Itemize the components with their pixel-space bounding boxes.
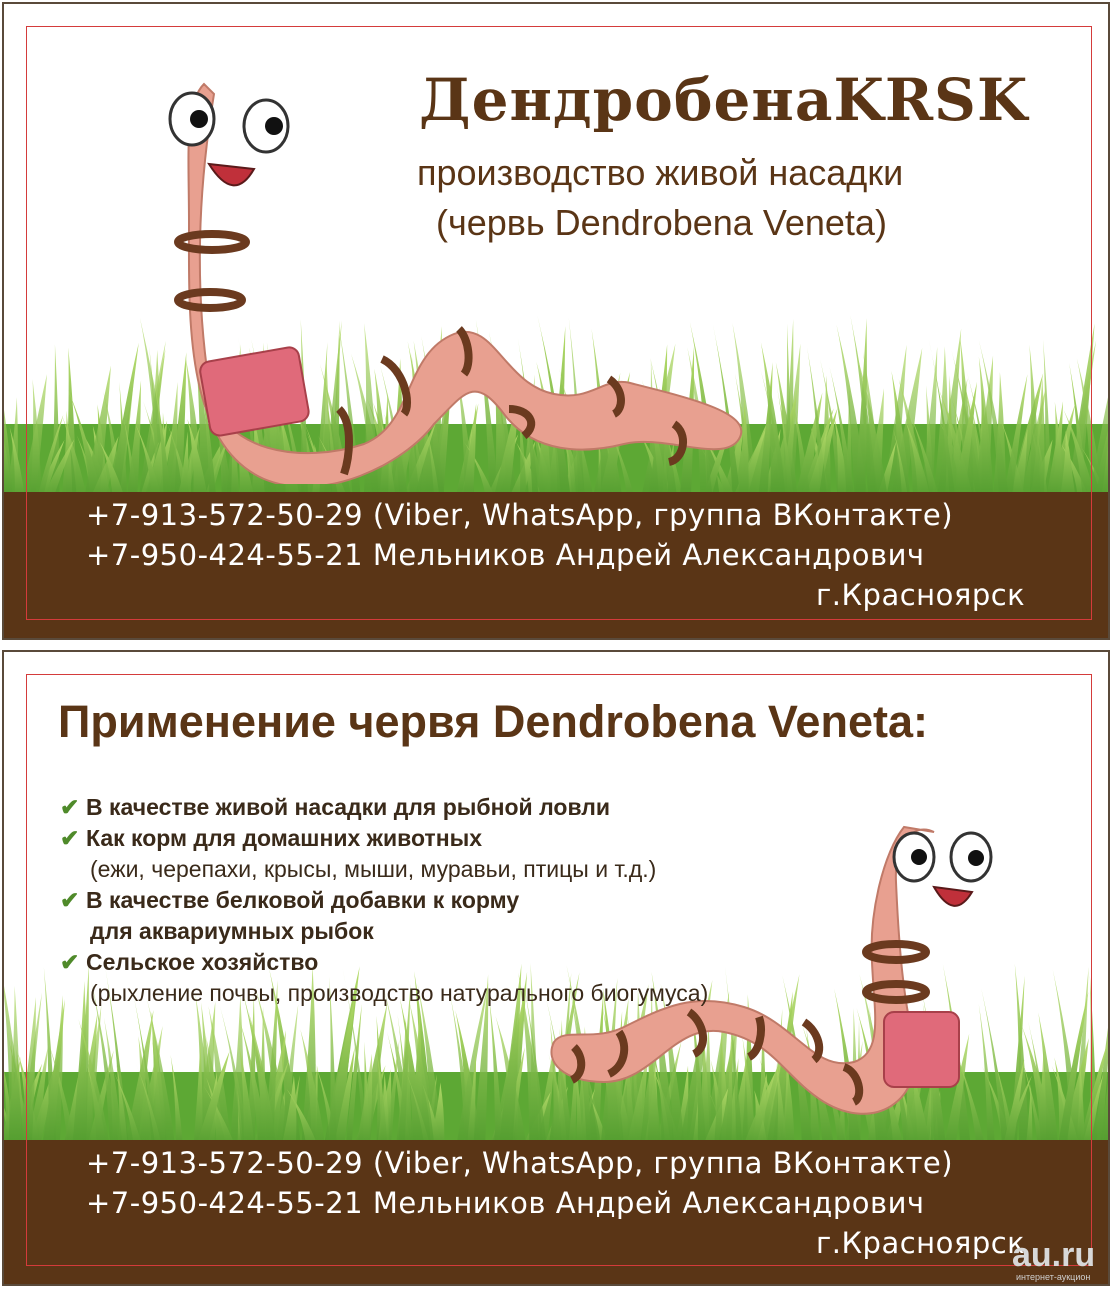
list-item: для аквариумных рыбок [90, 918, 374, 944]
uses-title: Применение червя Dendrobena Veneta: [58, 696, 928, 747]
phone-secondary: +7-950-424-55-21 Мельников Андрей Александрович [86, 1186, 925, 1220]
brand-name: ДендробенаKRSK [419, 66, 1029, 134]
checkmark-icon: ✔ [60, 794, 80, 820]
checkmark-icon: ✔ [60, 887, 80, 913]
watermark-logo: au.ru [1012, 1236, 1096, 1274]
checkmark-icon: ✔ [60, 949, 80, 975]
watermark-caption: интернет-аукцион [1016, 1272, 1091, 1282]
list-item: ✔ Сельское хозяйство [60, 947, 708, 978]
list-item: (рыхление почвы, производство натурального биогумуса) [90, 980, 709, 1006]
list-item: ✔ В качестве живой насадки для рыбной ловли [60, 792, 708, 823]
worm-mascot [154, 64, 764, 484]
city-label: г.Красноярск [816, 1226, 1026, 1260]
tagline-line1: производство живой насадки [417, 152, 904, 193]
list-item: ✔ В качестве белковой добавки к корму [60, 885, 708, 916]
phone-primary: +7-913-572-50-29 (Viber, WhatsApp, группа ВКонтакте) [86, 1146, 954, 1180]
tagline-line2: (червь Dendrobena Veneta) [436, 202, 887, 243]
list-item: (ежи, черепахи, крысы, мыши, муравьи, птицы и т.д.) [90, 856, 657, 882]
business-card-back [2, 650, 1110, 1286]
list-item: ✔ Как корм для домашних животных [60, 823, 708, 854]
phone-primary: +7-913-572-50-29 (Viber, WhatsApp, группа ВКонтакте) [86, 498, 954, 532]
uses-list [60, 792, 708, 1009]
business-card-front [2, 2, 1110, 640]
checkmark-icon: ✔ [60, 825, 80, 851]
city-label: г.Красноярск [816, 578, 1026, 612]
phone-secondary: +7-950-424-55-21 Мельников Андрей Александрович [86, 538, 925, 572]
